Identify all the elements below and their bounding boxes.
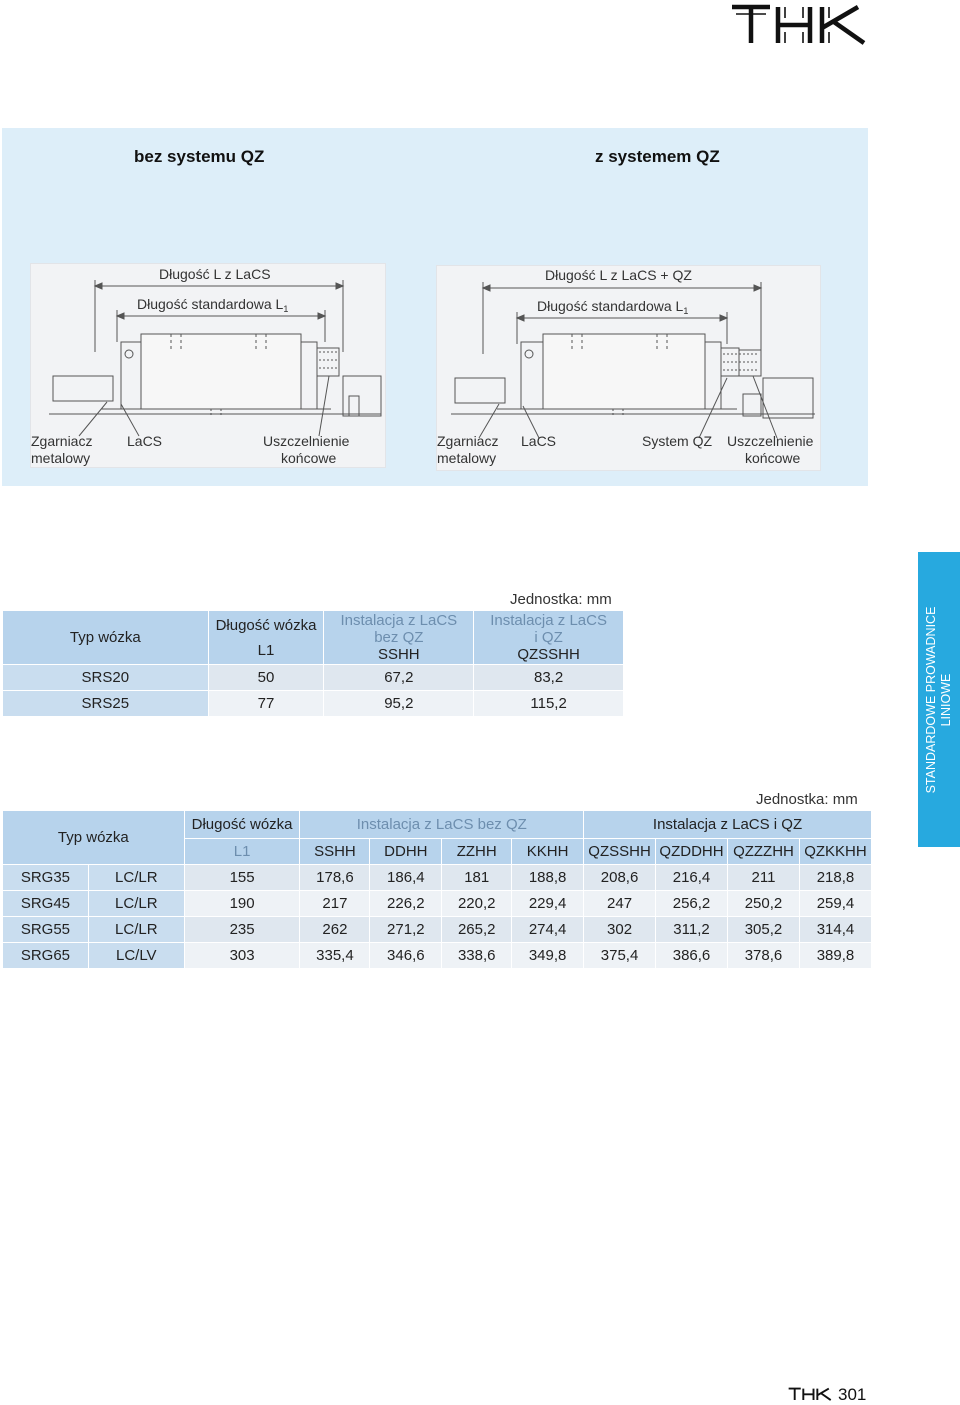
- side-tab-line1: STANDARDOWE PROWADNICE: [924, 606, 938, 793]
- table-row: [3, 665, 624, 691]
- th-lacs-qz-b: i QZ: [534, 629, 563, 646]
- cell-variant: LC/LR: [88, 891, 184, 917]
- cell-value: 188,8: [512, 865, 584, 891]
- cell-value: 386,6: [656, 943, 728, 969]
- table-row: [3, 891, 872, 917]
- th2-group-qz: Instalacja z LaCS i QZ: [584, 811, 872, 839]
- cell-type: SRG55: [3, 917, 89, 943]
- cell-value: 271,2: [370, 917, 442, 943]
- th-type: Typ wózka: [3, 611, 209, 665]
- callout-lacs-right: LaCS: [521, 433, 557, 449]
- table2-unit: Jednostka: mm: [756, 791, 858, 808]
- label-length-l-lacs: Długość L z LaCS: [159, 266, 271, 282]
- table-row: [3, 865, 872, 891]
- diagram-without-qz: [30, 263, 386, 468]
- cell-value: 305,2: [728, 917, 800, 943]
- cell-value: 250,2: [728, 891, 800, 917]
- page-number: 301: [838, 1385, 867, 1404]
- section-side-tab: [918, 552, 960, 847]
- cell-variant: LC/LR: [88, 917, 184, 943]
- cell-value: 181: [442, 865, 512, 891]
- cell-type: SRG65: [3, 943, 89, 969]
- th-length-label: Długość wózka: [215, 616, 317, 634]
- cell-value: 217: [300, 891, 370, 917]
- cell-length: 190: [184, 891, 300, 917]
- cell-value: 115,2: [474, 691, 624, 717]
- cell-value: 186,4: [370, 865, 442, 891]
- thk-logo: [730, 2, 868, 46]
- cell-length: 155: [184, 865, 300, 891]
- label-length-l-lacs-qz: Długość L z LaCS + QZ: [545, 267, 692, 283]
- th2-sshh: SSHH: [300, 839, 370, 865]
- footer-thk-logo: [788, 1386, 832, 1402]
- cell-value: 95,2: [324, 691, 474, 717]
- th2-length: Długość wózka: [184, 811, 300, 839]
- th2-qzkkhh: QZKKHH: [799, 839, 871, 865]
- th-lacs-qz-a: Instalacja z LaCS: [490, 612, 607, 629]
- cell-type: SRS25: [3, 691, 209, 717]
- th2-kkhh: KKHH: [512, 839, 584, 865]
- cell-value: 247: [584, 891, 656, 917]
- cell-value: 67,2: [324, 665, 474, 691]
- th-lacs-qz-code: QZSSHH: [517, 646, 580, 663]
- cell-value: 178,6: [300, 865, 370, 891]
- cell-length: 235: [184, 917, 300, 943]
- th-length-sub: L1: [257, 641, 275, 659]
- callout-lacs: LaCS: [127, 433, 163, 449]
- caption-without-qz: bez systemu QZ: [134, 147, 265, 166]
- th2-ddhh: DDHH: [370, 839, 442, 865]
- th-lacs-no-qz-code: SSHH: [377, 646, 420, 663]
- callout-end-seal: Uszczelnienie: [263, 433, 350, 449]
- cell-value: 229,4: [512, 891, 584, 917]
- diagram-with-qz: [436, 265, 821, 471]
- cell-value: 218,8: [799, 865, 871, 891]
- th2-length-sub: L1: [184, 839, 300, 865]
- callout-metal-scraper-right-2: metalowy: [437, 450, 497, 466]
- cell-variant: LC/LR: [88, 865, 184, 891]
- caption-with-qz: z systemem QZ: [595, 147, 720, 166]
- cell-value: 375,4: [584, 943, 656, 969]
- callout-end-seal-right: Uszczelnienie: [727, 433, 814, 449]
- table-srg: [2, 810, 872, 969]
- th-lacs-no-qz: [324, 611, 474, 665]
- callout-qz-system: System QZ: [642, 433, 713, 449]
- cell-value: 302: [584, 917, 656, 943]
- cell-value: 216,4: [656, 865, 728, 891]
- side-tab-line2: LINIOWE: [939, 673, 953, 726]
- cell-type: SRG35: [3, 865, 89, 891]
- table-row: [3, 691, 624, 717]
- th2-group-no-qz: Instalacja z LaCS bez QZ: [300, 811, 584, 839]
- th2-zzhh: ZZHH: [442, 839, 512, 865]
- callout-metal-scraper-right: Zgarniacz: [437, 433, 499, 449]
- cell-type: SRS20: [3, 665, 209, 691]
- callout-end-seal-2: końcowe: [281, 450, 337, 466]
- cell-value: 314,4: [799, 917, 871, 943]
- cell-value: 311,2: [656, 917, 728, 943]
- cell-value: 262: [300, 917, 370, 943]
- cell-value: 274,4: [512, 917, 584, 943]
- cell-value: 226,2: [370, 891, 442, 917]
- cell-value: 378,6: [728, 943, 800, 969]
- callout-metal-scraper: Zgarniacz: [31, 433, 93, 449]
- th2-qzsshh: QZSSHH: [584, 839, 656, 865]
- th-lacs-no-qz-b: bez QZ: [374, 629, 424, 646]
- table-row: [3, 917, 872, 943]
- cell-value: 349,8: [512, 943, 584, 969]
- label-standard-length: Długość standardowa $L_1$: [137, 296, 289, 314]
- th2-type: Typ wózka: [3, 811, 185, 865]
- cell-value: 208,6: [584, 865, 656, 891]
- table-srs: [2, 610, 624, 717]
- th2-qzzzhh: QZZZHH: [728, 839, 800, 865]
- cell-value: 259,4: [799, 891, 871, 917]
- cell-length: 303: [184, 943, 300, 969]
- th-length: [208, 611, 324, 665]
- label-standard-length-right: Długość standardowa $L_1$: [537, 298, 689, 316]
- th-lacs-qz: [474, 611, 624, 665]
- callout-metal-scraper-2: metalowy: [31, 450, 91, 466]
- cell-length: 77: [208, 691, 324, 717]
- callout-end-seal-right-2: końcowe: [745, 450, 801, 466]
- cell-value: 220,2: [442, 891, 512, 917]
- cell-value: 338,6: [442, 943, 512, 969]
- table-row: [3, 943, 872, 969]
- cell-value: 83,2: [474, 665, 624, 691]
- cell-value: 346,6: [370, 943, 442, 969]
- table1-unit: Jednostka: mm: [510, 591, 612, 608]
- cell-type: SRG45: [3, 891, 89, 917]
- cell-value: 256,2: [656, 891, 728, 917]
- th-lacs-no-qz-a: Instalacja z LaCS: [340, 612, 458, 629]
- cell-value: 389,8: [799, 943, 871, 969]
- cell-value: 211: [728, 865, 800, 891]
- cell-length: 50: [208, 665, 324, 691]
- cell-variant: LC/LV: [88, 943, 184, 969]
- th2-qzddhh: QZDDHH: [656, 839, 728, 865]
- cell-value: 265,2: [442, 917, 512, 943]
- cell-value: 335,4: [300, 943, 370, 969]
